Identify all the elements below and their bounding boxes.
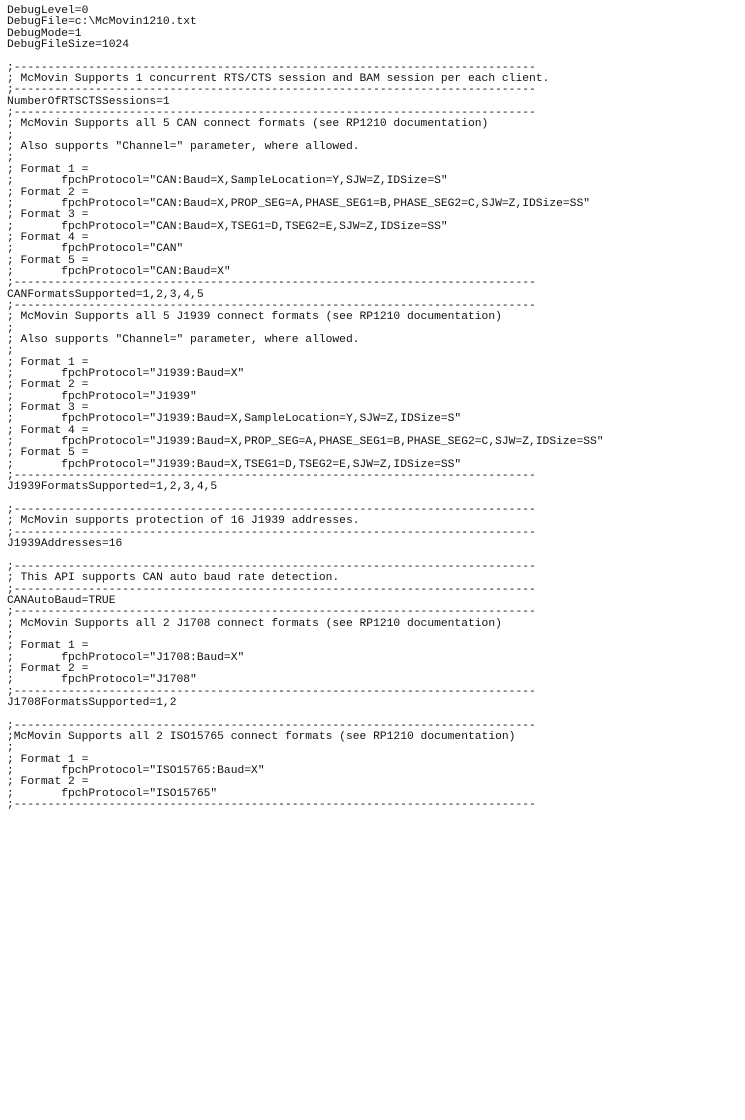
ini-line: ; fpchProtocol="ISO15765"	[7, 787, 218, 800]
ini-line: ; Format 1 =	[7, 356, 89, 369]
ini-line: DebugFileSize=1024	[7, 39, 130, 52]
ini-line: ; Format 1 =	[7, 753, 89, 766]
ini-line: ;	[7, 322, 14, 335]
ini-line: ; McMovin Supports all 5 CAN connect formats (see RP1210 documentation)	[7, 118, 489, 131]
ini-line: ;-----------------------------------------------------------------------------	[7, 504, 536, 517]
ini-line: ;	[7, 742, 14, 755]
ini-line: ;	[7, 129, 14, 142]
ini-line: ; Format 2 =	[7, 776, 89, 789]
ini-line: ;-----------------------------------------------------------------------------	[7, 799, 536, 812]
ini-line: ; fpchProtocol="J1939:Baud=X,SampleLocation=Y,SJW=Z,IDSize=S"	[7, 413, 462, 426]
ini-line: ; McMovin Supports 1 concurrent RTS/CTS session and BAM session per each client.	[7, 73, 550, 86]
ini-line: J1708FormatsSupported=1,2	[7, 696, 177, 709]
ini-line: ;-----------------------------------------------------------------------------	[7, 685, 536, 698]
ini-line: DebugFile=c:\McMovin1210.txt	[7, 16, 197, 29]
ini-line: ; fpchProtocol="J1939:Baud=X,PROP_SEG=A,PHASE_SEG1=B,PHASE_SEG2=C,SJW=Z,IDSize=SS"	[7, 436, 604, 449]
ini-line: ; fpchProtocol="CAN:Baud=X,TSEG1=D,TSEG2=E,SJW=Z,IDSize=SS"	[7, 220, 448, 233]
ini-line: ; McMovin Supports all 2 J1708 connect formats (see RP1210 documentation)	[7, 617, 502, 630]
ini-line: ;-----------------------------------------------------------------------------	[7, 470, 536, 483]
ini-line: ; fpchProtocol="ISO15765:Baud=X"	[7, 765, 265, 778]
ini-line: ; fpchProtocol="CAN:Baud=X,PROP_SEG=A,PHASE_SEG1=B,PHASE_SEG2=C,SJW=Z,IDSize=SS"	[7, 197, 591, 210]
ini-line: ;-----------------------------------------------------------------------------	[7, 526, 536, 539]
ini-line: ; This API supports CAN auto baud rate detection.	[7, 572, 340, 585]
ini-line: ; Format 2 =	[7, 662, 89, 675]
ini-line: ;-----------------------------------------------------------------------------	[7, 719, 536, 732]
ini-line: ; Format 3 =	[7, 402, 89, 415]
ini-line: ;-----------------------------------------------------------------------------	[7, 61, 536, 74]
ini-line: ; Format 1 =	[7, 640, 89, 653]
ini-line: ; Format 5 =	[7, 447, 89, 460]
ini-line: DebugMode=1	[7, 27, 82, 40]
ini-line: ;-----------------------------------------------------------------------------	[7, 299, 536, 312]
ini-line: ; Also supports "Channel=" parameter, where allowed.	[7, 333, 360, 346]
ini-line: CANAutoBaud=TRUE	[7, 594, 116, 607]
ini-line: ; fpchProtocol="J1939:Baud=X,TSEG1=D,TSEG2=E,SJW=Z,IDSize=SS"	[7, 458, 462, 471]
ini-line: ; Format 2 =	[7, 379, 89, 392]
ini-line: J1939Addresses=16	[7, 538, 123, 551]
ini-line: ; fpchProtocol="J1939"	[7, 390, 197, 403]
ini-line: ; Format 1 =	[7, 163, 89, 176]
ini-line: ; fpchProtocol="CAN"	[7, 243, 184, 256]
ini-line: ; Format 3 =	[7, 209, 89, 222]
ini-line: CANFormatsSupported=1,2,3,4,5	[7, 288, 204, 301]
ini-line: ;-----------------------------------------------------------------------------	[7, 606, 536, 619]
ini-line: ;	[7, 345, 14, 358]
ini-line: ;-----------------------------------------------------------------------------	[7, 84, 536, 97]
ini-line: ; fpchProtocol="J1939:Baud=X"	[7, 368, 245, 380]
ini-document	[7, 6, 743, 811]
ini-line: ; fpchProtocol="CAN:Baud=X,SampleLocation=Y,SJW=Z,IDSize=S"	[7, 175, 448, 188]
ini-line: ; fpchProtocol="J1708"	[7, 674, 197, 687]
ini-line	[7, 709, 743, 720]
ini-line: NumberOfRTSCTSSessions=1	[7, 95, 170, 108]
ini-line: ; Format 4 =	[7, 424, 89, 437]
ini-line: ;	[7, 152, 14, 165]
ini-line: ; fpchProtocol="J1708:Baud=X"	[7, 651, 245, 664]
ini-line: ; McMovin Supports all 5 J1939 connect formats (see RP1210 documentation)	[7, 311, 502, 324]
ini-line: ;-----------------------------------------------------------------------------	[7, 560, 536, 573]
ini-line: ;	[7, 628, 14, 641]
ini-line: ; Format 4 =	[7, 231, 89, 244]
ini-line: ;McMovin Supports all 2 ISO15765 connect formats (see RP1210 documentation)	[7, 731, 516, 743]
ini-line: ; Format 2 =	[7, 186, 89, 199]
ini-line: ; fpchProtocol="CAN:Baud=X"	[7, 265, 231, 278]
ini-line: ;-----------------------------------------------------------------------------	[7, 277, 536, 290]
ini-line: ;-----------------------------------------------------------------------------	[7, 107, 536, 120]
ini-line: J1939FormatsSupported=1,2,3,4,5	[7, 481, 218, 494]
ini-line: ;-----------------------------------------------------------------------------	[7, 583, 536, 596]
ini-line: ; Also supports "Channel=" parameter, where allowed.	[7, 141, 360, 154]
ini-line: ; McMovin supports protection of 16 J1939 addresses.	[7, 515, 360, 528]
ini-line: ; Format 5 =	[7, 254, 89, 267]
ini-line: DebugLevel=0	[7, 5, 89, 17]
